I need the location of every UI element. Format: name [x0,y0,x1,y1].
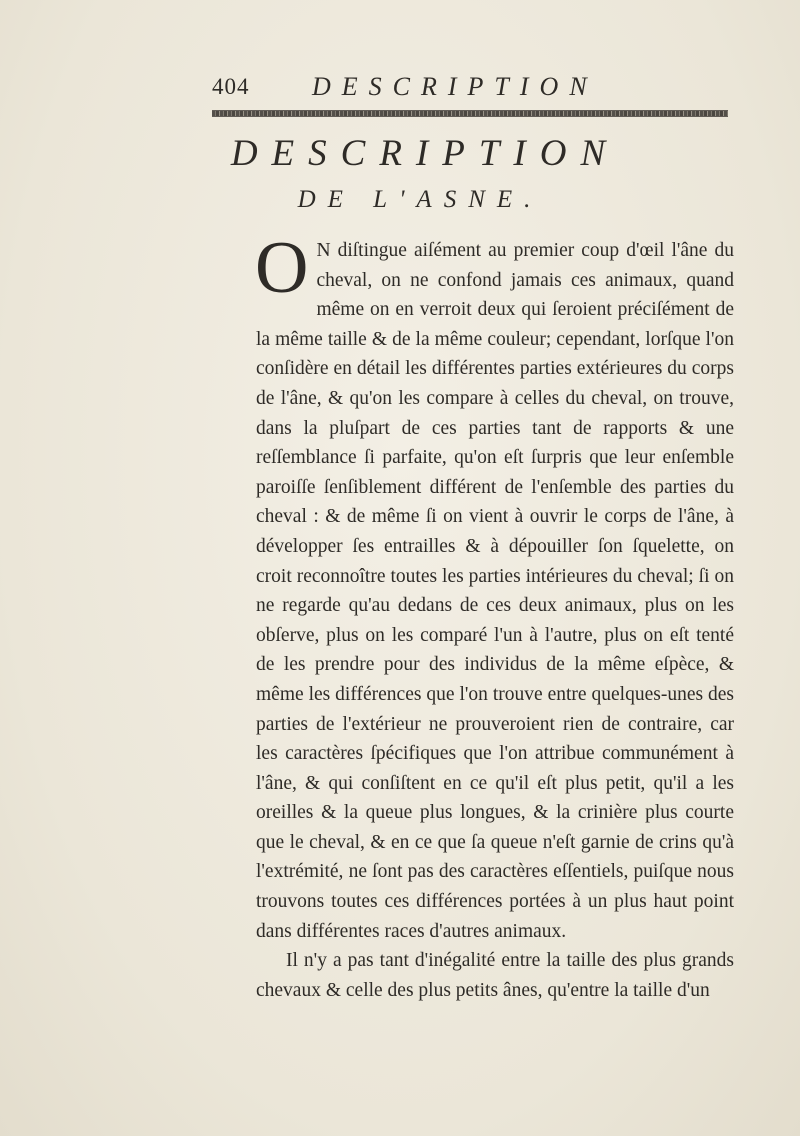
drop-cap: O [255,227,309,309]
paragraph-1-text: N diſtingue aiſément au premier coup d'œil l'âne du cheval, on ne confond jamais ces animaux, quand même on en verroit deux qui ſeroient préciſément de la même taille & de la même couleur; cependant, lorſque l'on conſidère en détail les différentes parties extérieures du corps de l'âne, & qu'on les compare à celles du cheval, on trouve, dans la pluſpart de ces parties tant de rapports & une reſſemblance ſi parfaite, qu'on eſt ſurpris que leur enſemble paroiſſe ſenſiblement différent de l'enſemble des parties du cheval : & de même ſi on vient à ouvrir le corps de l'âne, à développer ſes entrailles & à dépouiller ſon ſquelette, on croit reconnoître toutes les parties intérieures du cheval; ſi on ne regarde qu'au dedans de ces deux animaux, plus on les obſerve, plus on les comparé l'un à l'autre, plus on eſt tenté de les prendre pour des individus de la même eſpèce, & même les différences que l'on trouve entre quelques-unes des parties de l'extérieur ne prouveroient rien de contraire, car les caractères ſpécifiques que l'on attribue communément à l'âne, & qui conſiſtent en ce qu'il eſt plus petit, qu'il a les oreilles & la queue plus longues, & la crinière plus courte que le cheval, & en ce que ſa queue n'eſt garnie de crins qu'à l'extrémité, ne ſont pas des caractères eſſentiels, puiſque nous trouvons toutes ces différences portées à un plus haut point dans différentes races d'autres animaux. [256,240,734,942]
body-text [255,227,734,1005]
paragraph-1 [255,227,734,946]
page-number: 404 [212,74,250,99]
ornamental-rule [212,110,728,117]
paragraph-2: Il n'y a pas tant d'inégalité entre la taille des plus grands chevaux & celle des plus petits ânes, qu'entre la taille d'un [256,950,734,1001]
page-header [212,72,732,108]
running-head: DESCRIPTION [312,72,598,101]
chapter-title: DESCRIPTION [230,133,620,174]
chapter-subtitle: DE L'ASNE. [297,186,543,213]
